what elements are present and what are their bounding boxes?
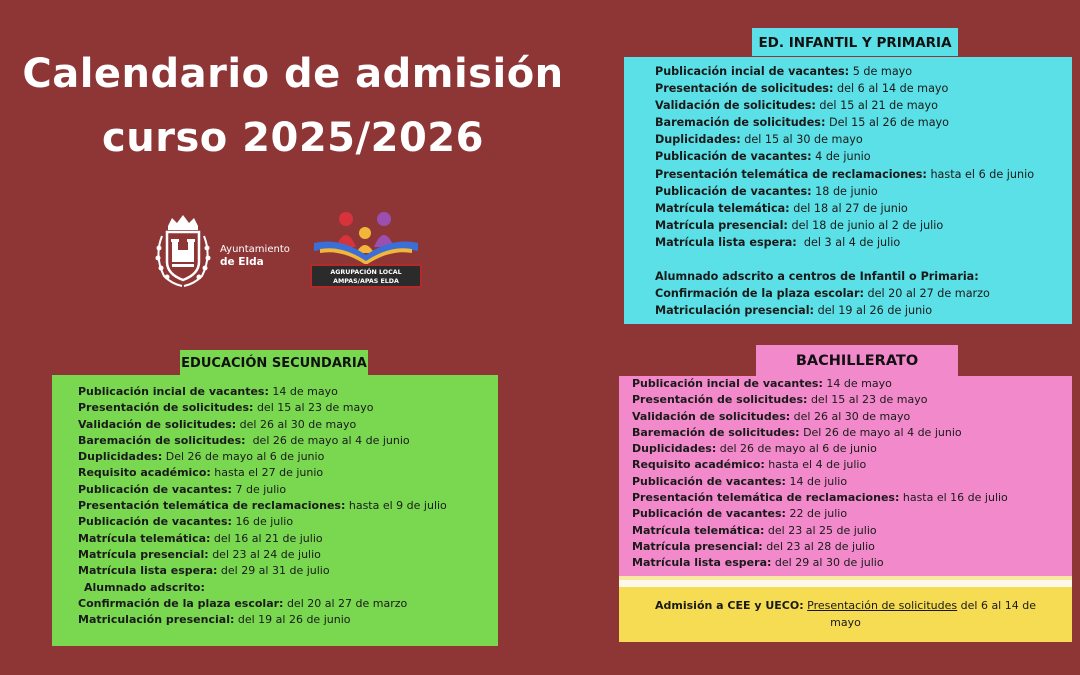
elda-crest-icon xyxy=(150,212,216,290)
list-item xyxy=(632,539,1008,555)
row-label: Baremación de solicitudes: xyxy=(632,425,800,439)
row-label: Presentación telemática de reclamaciones: xyxy=(655,167,927,181)
list-item xyxy=(632,555,1008,571)
infantil-adscrito-list xyxy=(655,268,990,319)
list-item xyxy=(632,490,1008,506)
list-item xyxy=(655,97,1034,114)
row-value: 22 de julio xyxy=(789,507,848,521)
list-item xyxy=(655,268,990,285)
row-value: del 15 al 23 de mayo xyxy=(256,401,374,415)
cee-link[interactable]: Presentación de solicitudes xyxy=(807,599,958,612)
row-label: Publicación de vacantes: xyxy=(655,150,812,164)
list-item xyxy=(655,114,1034,131)
list-item xyxy=(655,148,1034,165)
row-value: del 23 al 25 de julio xyxy=(767,523,877,537)
row-value: hasta el 27 de junio xyxy=(214,466,324,480)
row-label: Baremación de solicitudes: xyxy=(78,433,246,447)
cee-ueco-panel xyxy=(619,587,1072,642)
row-label: Validación de solicitudes: xyxy=(78,417,237,431)
row-label: Requisito académico: xyxy=(78,466,211,480)
row-value: del 15 al 21 de mayo xyxy=(819,99,938,113)
secundaria-panel xyxy=(52,375,498,646)
list-item xyxy=(632,506,1008,522)
row-label: Confirmación de la plaza escolar: xyxy=(78,596,284,610)
row-value: del 3 al 4 de julio xyxy=(803,235,901,249)
divider-stripe xyxy=(619,580,1072,587)
row-label: Publicación incial de vacantes: xyxy=(78,385,269,398)
row-label: Presentación telemática de reclamaciones: xyxy=(632,491,900,505)
row-value: del 29 al 31 de julio xyxy=(220,564,330,578)
row-label: Publicación de vacantes: xyxy=(78,515,232,529)
row-value: 4 de junio xyxy=(815,150,871,164)
list-item xyxy=(78,612,447,628)
row-label: Matrícula telemática: xyxy=(655,201,790,215)
list-item xyxy=(78,580,447,596)
row-label: Matriculación presencial: xyxy=(655,304,815,318)
row-label: Matrícula presencial: xyxy=(78,547,209,561)
list-item xyxy=(78,531,447,547)
ayuntamiento-elda-logo xyxy=(150,212,310,292)
list-item xyxy=(655,285,990,302)
list-item xyxy=(655,63,1034,80)
secundaria-list xyxy=(78,384,447,628)
row-label: Presentación de solicitudes: xyxy=(78,401,254,415)
row-value: Del 26 de mayo al 6 de junio xyxy=(165,450,325,464)
adscrito-heading: Alumnado adscrito a centros de Infantil o Primaria: xyxy=(655,270,979,283)
list-item xyxy=(78,465,447,481)
list-item xyxy=(655,131,1034,148)
list-item xyxy=(78,547,447,563)
cee-label: Admisión a CEE y UECO: xyxy=(655,599,804,612)
row-label: Publicación de vacantes: xyxy=(632,507,786,521)
elda-logo-line-1: Ayuntamiento xyxy=(220,244,290,255)
row-label: Duplicidades: xyxy=(78,450,163,464)
list-item xyxy=(655,80,1034,97)
list-item xyxy=(655,166,1034,183)
list-item xyxy=(632,392,1008,408)
row-value: hasta el 16 de julio xyxy=(902,491,1008,505)
infantil-heading: ED. INFANTIL Y PRIMARIA xyxy=(752,28,958,56)
row-value: Del 26 de mayo al 4 de junio xyxy=(803,425,962,439)
title-line-1: Calendario de admisión xyxy=(22,51,564,97)
list-item xyxy=(78,449,447,465)
list-item xyxy=(632,409,1008,425)
ampas-logo-line-1: AGRUPACIÓN LOCAL xyxy=(330,269,402,276)
list-item xyxy=(78,384,447,400)
row-label: Validación de solicitudes: xyxy=(632,409,791,423)
row-label: Requisito académico: xyxy=(632,458,765,472)
row-value: del 18 de junio al 2 de julio xyxy=(791,218,944,232)
list-item xyxy=(655,302,990,319)
row-value: del 20 al 27 de marzo xyxy=(286,596,408,610)
bachillerato-heading: BACHILLERATO xyxy=(756,345,958,376)
ampas-people-book-icon xyxy=(306,207,426,267)
list-item xyxy=(655,183,1034,200)
row-label: Matrícula lista espera: xyxy=(655,235,797,249)
list-item xyxy=(632,523,1008,539)
list-item xyxy=(78,417,447,433)
elda-logo-text xyxy=(220,243,290,269)
cee-value: del 6 al 14 de mayo xyxy=(830,599,1036,629)
row-value: del 26 al 30 de mayo xyxy=(793,409,911,423)
secundaria-heading: EDUCACIÓN SECUNDARIA xyxy=(180,350,368,376)
list-item xyxy=(78,482,447,498)
list-item xyxy=(632,376,1008,392)
row-label: Publicación de vacantes: xyxy=(78,482,232,496)
row-value: 14 de mayo xyxy=(272,385,338,398)
ampas-logo-badge xyxy=(310,264,422,288)
row-value: 5 de mayo xyxy=(852,65,913,78)
list-item xyxy=(78,400,447,416)
row-label: Validación de solicitudes: xyxy=(655,99,816,113)
row-label: Presentación telemática de reclamaciones: xyxy=(78,499,346,513)
row-label: Duplicidades: xyxy=(655,133,741,147)
row-value: 16 de julio xyxy=(235,515,294,529)
row-value: del 20 al 27 de marzo xyxy=(867,287,990,301)
list-item xyxy=(78,514,447,530)
row-label: Presentación de solicitudes: xyxy=(632,393,808,407)
ampas-logo-line-2: AMPAS/APAS ELDA xyxy=(333,278,399,285)
row-value: hasta el 4 de julio xyxy=(768,458,867,472)
row-value: 18 de junio xyxy=(815,184,878,198)
row-value: del 29 al 30 de julio xyxy=(774,556,884,570)
row-value: Del 15 al 26 de mayo xyxy=(828,116,950,130)
row-value: 7 de julio xyxy=(235,482,287,496)
row-label: Matrícula lista espera: xyxy=(78,564,218,578)
row-label: Matrícula telemática: xyxy=(78,531,211,545)
elda-logo-line-2: de Elda xyxy=(220,256,264,268)
list-item xyxy=(78,563,447,579)
row-value: 14 de julio xyxy=(789,474,848,488)
infantil-panel xyxy=(624,57,1072,324)
row-value: del 23 al 28 de julio xyxy=(766,539,875,553)
infantil-list xyxy=(655,63,1034,251)
row-label: Confirmación de la plaza escolar: xyxy=(655,287,864,301)
row-label: Duplicidades: xyxy=(632,442,717,456)
row-value: del 16 al 21 de julio xyxy=(213,531,323,545)
row-label: Presentación de solicitudes: xyxy=(655,82,834,96)
list-item xyxy=(78,498,447,514)
row-label: Publicación incial de vacantes: xyxy=(655,65,850,78)
row-value: del 15 al 23 de mayo xyxy=(810,393,928,407)
row-label: Publicación de vacantes: xyxy=(655,184,812,198)
list-item xyxy=(78,596,447,612)
row-value: del 19 al 26 de junio xyxy=(817,304,933,318)
row-value: 14 de mayo xyxy=(826,377,892,390)
list-item xyxy=(78,433,447,449)
row-label: Matrícula presencial: xyxy=(632,539,763,553)
row-value: del 18 al 27 de junio xyxy=(793,201,908,215)
row-label: Matrícula lista espera: xyxy=(632,556,772,570)
ampas-elda-logo xyxy=(306,207,426,293)
list-item xyxy=(655,234,1034,251)
bachillerato-list xyxy=(632,376,1008,572)
bachillerato-panel xyxy=(619,376,1072,576)
row-label: Publicación de vacantes: xyxy=(632,474,786,488)
title-line-2: curso 2025/2026 xyxy=(102,115,484,161)
list-item xyxy=(655,200,1034,217)
row-value: del 23 al 24 de julio xyxy=(212,547,321,561)
row-label: Matrícula presencial: xyxy=(655,218,788,232)
row-value: del 19 al 26 de junio xyxy=(237,613,351,627)
list-item xyxy=(632,474,1008,490)
row-value: del 15 al 30 de mayo xyxy=(744,133,863,147)
row-value: hasta el 6 de junio xyxy=(930,167,1035,181)
row-value: del 26 de mayo al 4 de junio xyxy=(252,433,410,447)
list-item xyxy=(655,217,1034,234)
list-item xyxy=(632,441,1008,457)
page-title xyxy=(0,42,598,170)
list-item xyxy=(632,457,1008,473)
row-label: Matriculación presencial: xyxy=(78,613,235,627)
adscrito-heading: Alumnado adscrito: xyxy=(84,580,205,594)
row-value: del 6 al 14 de mayo xyxy=(837,82,949,96)
list-item xyxy=(632,425,1008,441)
row-value: hasta el 9 de julio xyxy=(348,499,447,513)
row-label: Publicación incial de vacantes: xyxy=(632,377,823,390)
row-value: del 26 de mayo al 6 de junio xyxy=(719,442,877,456)
row-label: Baremación de solicitudes: xyxy=(655,116,826,130)
row-label: Matrícula telemática: xyxy=(632,523,765,537)
row-value: del 26 al 30 de mayo xyxy=(239,417,357,431)
